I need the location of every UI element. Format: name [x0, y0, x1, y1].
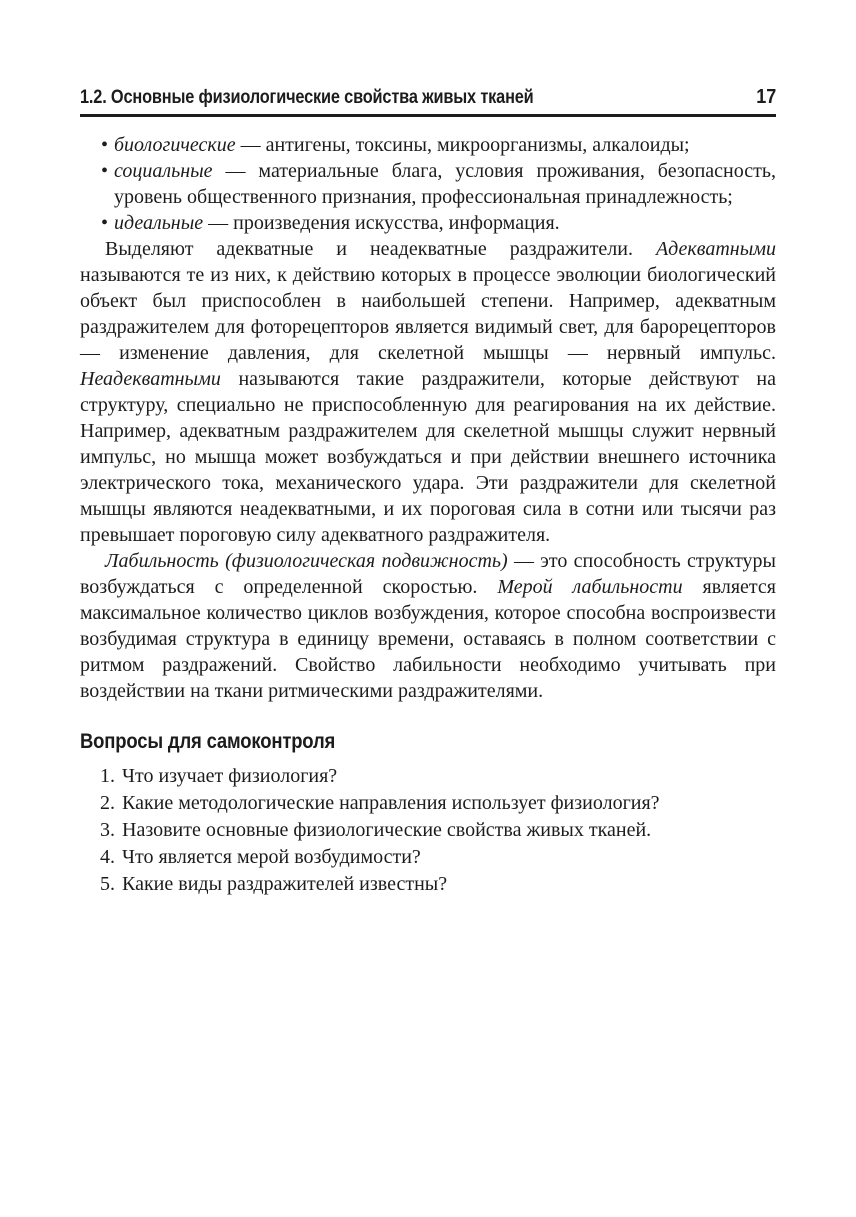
question-text: Назовите основные физиологические свойства живых тканей. [122, 819, 652, 841]
question-number: 2. [100, 792, 115, 814]
question-item [100, 844, 776, 871]
page-content [80, 86, 776, 898]
list-item: • социальные — материальные блага, условия проживания, безопасность, уровень общественного признания, профессиональная принадлежность; [114, 158, 776, 210]
questions-list [80, 763, 776, 898]
questions-heading: Вопросы для самоконтроля [80, 730, 336, 753]
question-text: Что является мерой возбудимости? [122, 846, 421, 868]
question-text: Что изучает физиология? [122, 765, 338, 787]
body-text [80, 132, 776, 898]
question-text: Какие виды раздражителей известны? [122, 873, 448, 895]
question-number: 1. [100, 765, 115, 787]
question-number: 4. [100, 846, 115, 868]
question-text: Какие методологические направления использует физиология? [122, 792, 660, 814]
running-head [80, 86, 776, 117]
paragraph-adequate-stimuli: Выделяют адекватные и неадекватные раздражители. Адекватными называются те из них, к действию которых в процессе эволюции биологический объект был приспособлен в наибольшей степени. Например, адекватным раздражителем для фоторецепторов является видимый свет, для барорецепторов — изменение давления, для скелетной мышцы — нервный импульс. Неадекватными называются такие раздражители, которые действуют на структуру, специально не приспособленную для реагирования на их действие. Например, адекватным раздражителем для скелетной мышцы служит нервный импульс, но мышца может возбуждаться и при действии внешнего источника электрического тока, механического удара. Эти раздражители для скелетной мышцы являются неадекватными, и их пороговая сила в сотни или тысячи раз превышает пороговую силу адекватного раздражителя. [80, 238, 776, 546]
page-number: 17 [755, 86, 776, 108]
stimuli-bullet-list [80, 132, 776, 236]
question-item [100, 790, 776, 817]
question-item [100, 817, 776, 844]
section-title: 1.2. Основные физиологические свойства живых тканей [80, 87, 534, 108]
question-number: 5. [100, 873, 115, 895]
question-number: 3. [100, 819, 115, 841]
list-item: • идеальные — произведения искусства, информация. [114, 210, 776, 236]
question-item [100, 871, 776, 898]
list-item: • биологические — антигены, токсины, микроорганизмы, алкалоиды; [114, 132, 776, 158]
paragraph-lability: Лабильность (физиологическая подвижность) — это способность структуры возбуждаться с определенной скоростью. Мерой лабильности является максимальное количество циклов возбуждения, которое способна воспроизвести возбудимая структура в единицу времени, оставаясь в полном соответствии с ритмом раздражений. Свойство лабильности необходимо учитывать при воздействии на ткани ритмическими раздражителями. [80, 550, 776, 702]
question-item [100, 763, 776, 790]
